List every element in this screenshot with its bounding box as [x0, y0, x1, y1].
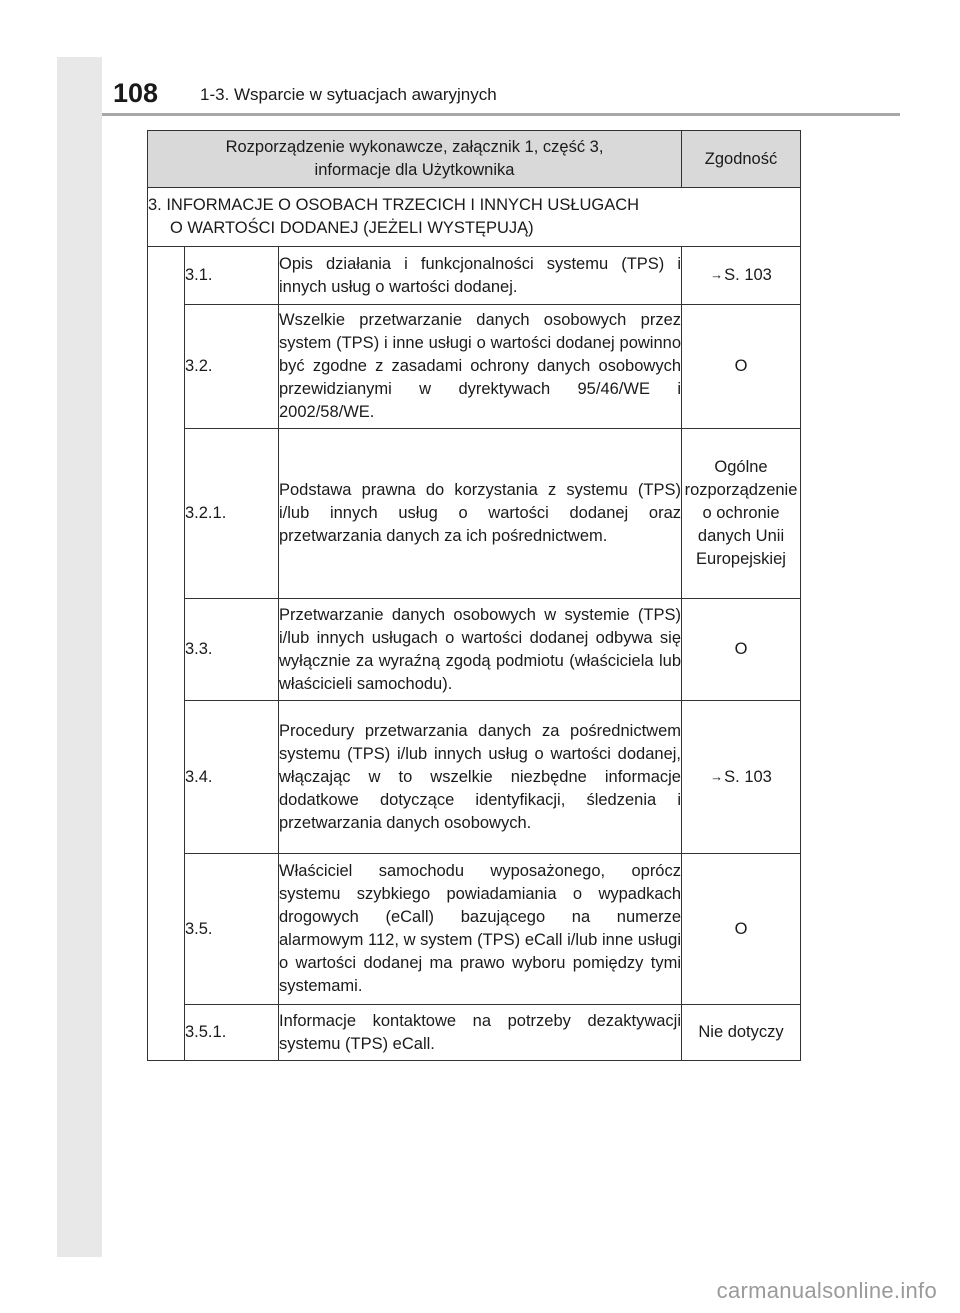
- regulation-header-line-1: Rozporządzenie wykonawcze, załącznik 1, część 3,: [225, 138, 604, 156]
- row-number: 3.4.: [185, 701, 279, 854]
- row-description: Właściciel samochodu wyposażonego, oprócz systemu szybkiego powiadamiania o wypadkach drogowych (eCall) bazującego na numerze alarmowym 112, w system (TPS) eCall i/lub inne usługi o wartości dodanej ma prawo wyboru pomiędzy tymi systemami.: [279, 854, 682, 1005]
- row-number: 3.2.1.: [185, 429, 279, 599]
- regulation-header-line-2: informacje dla Użytkownika: [314, 161, 515, 179]
- row-compliance: [682, 701, 801, 854]
- row-number: 3.5.: [185, 854, 279, 1005]
- row-compliance: Ogólne rozporządzenie o ochronie danych Unii Europejskiej: [682, 429, 801, 599]
- arrow-right-icon: →: [710, 768, 724, 784]
- regulation-column-header: [148, 131, 682, 188]
- row-description: Przetwarzanie danych osobowych w systemie (TPS) i/lub innych usługach o wartości dodanej odbywa się wyłącznie za wyraźną zgodą podmiotu (właściciela lub właścicieli samochodu).: [279, 599, 682, 701]
- indent-column: [148, 247, 185, 1061]
- row-description: Wszelkie przetwarzanie danych osobowych przez system (TPS) i inne usługi o wartości dodanej powinno być zgodne z zasadami ochrony danych osobowych przewidzianymi w dyrektywach 95/46/WE i 2002/58/WE.: [279, 305, 682, 429]
- ecall-info-table: [147, 130, 801, 1061]
- side-margin-strip: [57, 57, 102, 1257]
- row-number: 3.1.: [185, 247, 279, 305]
- watermark: carmanualsonline.info: [716, 1278, 937, 1303]
- table-row: [148, 701, 801, 854]
- row-number: 3.5.1.: [185, 1005, 279, 1061]
- arrow-right-icon: →: [710, 267, 724, 282]
- table-row: [148, 247, 801, 305]
- row-description: Informacje kontaktowe na potrzeby dezaktywacji systemu (TPS) eCall.: [279, 1005, 682, 1061]
- row-description: Opis działania i funkcjonalności systemu (TPS) i innych usług o wartości dodanej.: [279, 247, 682, 305]
- row-compliance: O: [682, 305, 801, 429]
- page-reference-link[interactable]: S. 103: [724, 266, 772, 284]
- row-number: 3.3.: [185, 599, 279, 701]
- page-reference-link[interactable]: S. 103: [724, 767, 772, 786]
- row-compliance: O: [682, 599, 801, 701]
- section-heading-row: [148, 188, 801, 247]
- section-heading: [148, 188, 801, 247]
- section-heading-line-1: 3. INFORMACJE O OSOBACH TRZECICH I INNYCH USŁUGACH: [148, 196, 640, 214]
- table-row: [148, 305, 801, 429]
- table-row: [148, 599, 801, 701]
- section-heading-line-2: O WARTOŚCI DODANEJ (JEŻELI WYSTĘPUJĄ): [170, 219, 534, 237]
- row-compliance: Nie dotyczy: [682, 1005, 801, 1061]
- row-compliance: [682, 247, 801, 305]
- section-title: 1-3. Wsparcie w sytuacjach awaryjnych: [200, 85, 497, 104]
- table-header-row: [148, 131, 801, 188]
- row-description: Podstawa prawna do korzystania z systemu (TPS) i/lub innych usług o wartości dodanej oraz przetwarzania danych za ich pośrednictwem.: [279, 429, 682, 599]
- compliance-column-header: Zgodność: [682, 131, 801, 188]
- table-row: [148, 854, 801, 1005]
- header-rule: [102, 113, 900, 116]
- row-number: 3.2.: [185, 305, 279, 429]
- page-number: 108: [113, 78, 159, 108]
- table-row: [148, 429, 801, 599]
- table-row: [148, 1005, 801, 1061]
- row-description: Procedury przetwarzania danych za pośrednictwem systemu (TPS) i/lub innych usług o wartości dodanej, włączając w to wszelkie niezbędne informacje dodatkowe dotyczące identyfikacji, śledzenia i przetwarzania danych osobowych.: [279, 701, 682, 854]
- row-compliance: O: [682, 854, 801, 1005]
